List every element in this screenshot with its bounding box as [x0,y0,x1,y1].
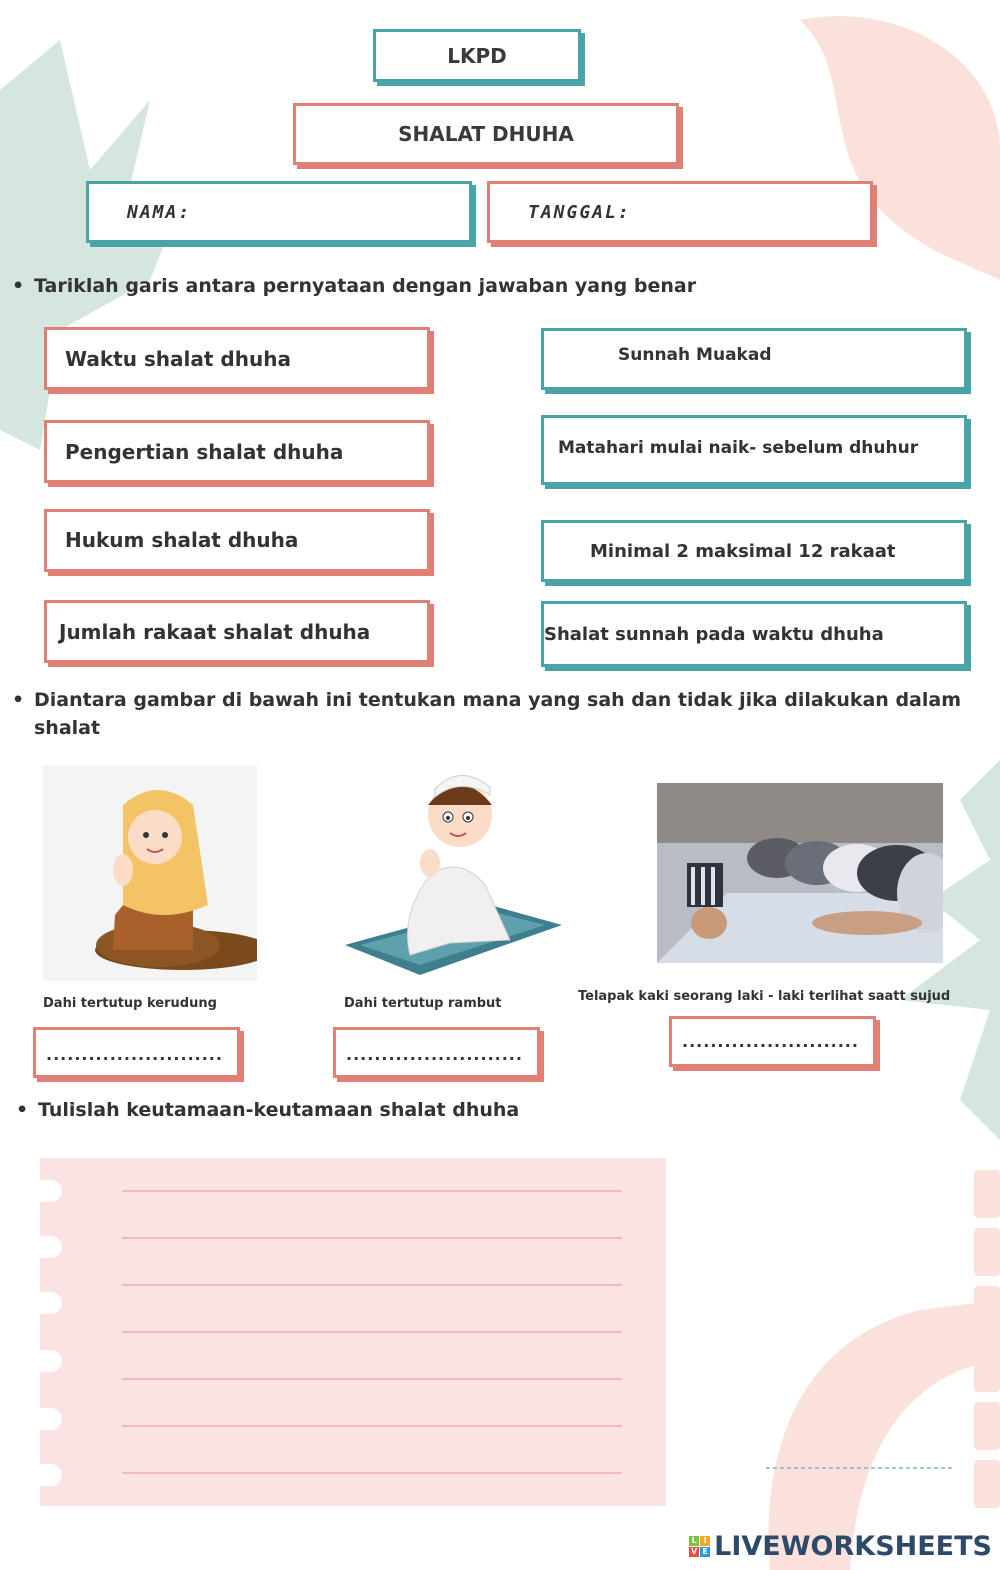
answer-input-1[interactable] [33,1027,240,1078]
name-field[interactable] [86,181,472,243]
answer-dots: ......................... [682,1032,859,1051]
edge-tab [974,1170,1000,1218]
notes-writing-area[interactable] [40,1158,666,1506]
edge-tab [974,1228,1000,1276]
answer-input-3[interactable] [669,1016,876,1067]
answer-label: Shalat sunnah pada waktu dhuha [544,623,884,645]
question-label: Waktu shalat dhuha [65,346,291,371]
edge-tab [974,1402,1000,1450]
bullet-dot: • [12,275,25,297]
paper-hole [28,1350,62,1372]
notes-line [122,1425,622,1427]
answer-label: Sunnah Muakad [618,345,772,365]
edge-tab [974,1460,1000,1508]
liveworksheets-logo [689,1531,992,1562]
answer-box-minimal[interactable] [541,520,967,582]
notes-line [122,1378,622,1380]
question-box-hukum[interactable] [44,509,430,572]
date-label: TANGGAL: [528,201,631,223]
question-label: Hukum shalat dhuha [65,528,299,552]
pink-arc-bottom-decoration [769,1300,1000,1570]
question-box-pengertian[interactable] [44,420,430,483]
sujud-photo-image [657,783,943,963]
notes-line [122,1331,622,1333]
bullet-dot: • [16,1099,29,1121]
answer-dots: ......................... [46,1045,223,1064]
instruction-pictures-text: Diantara gambar di bawah ini tentukan mana yang sah dan tidak jika dilakukan dalam shalat [34,689,961,739]
notes-line [122,1472,622,1474]
subtitle-box [293,103,679,165]
page-title: LKPD [447,43,507,68]
question-box-jumlah[interactable] [44,600,430,663]
page-subtitle: SHALAT DHUHA [398,122,574,146]
instruction-matching [12,272,974,300]
answer-input-2[interactable] [333,1027,540,1078]
title-box [373,29,581,82]
girl-praying-image [43,765,257,981]
edge-tab [974,1344,1000,1392]
question-label: Pengertian shalat dhuha [65,439,344,464]
logo-mark-icon: L I V E [689,1536,710,1557]
caption-kerudung: Dahi tertutup kerudung [43,996,217,1011]
instruction-pictures [12,686,984,742]
answer-label: Minimal 2 maksimal 12 rakaat [590,540,896,562]
answer-box-sunnah[interactable] [541,328,967,390]
paper-hole [28,1292,62,1314]
question-label: Jumlah rakaat shalat dhuha [59,619,371,644]
answer-label: Matahari mulai naik- sebelum dhuhur [558,438,919,458]
answer-box-matahari[interactable] [541,415,967,485]
notes-line [122,1284,622,1286]
notes-line [122,1190,622,1192]
date-field[interactable] [487,181,873,243]
instruction-keutamaan [16,1096,938,1124]
edge-tab [974,1286,1000,1334]
answer-dots: ......................... [346,1045,523,1064]
paper-hole [28,1180,62,1202]
boy-praying-image [340,765,565,980]
instruction-matching-text: Tariklah garis antara pernyataan dengan jawaban yang benar [34,275,697,297]
name-label: NAMA: [127,201,192,223]
caption-rambut: Dahi tertutup rambut [344,996,502,1011]
notes-line [122,1237,622,1239]
logo-text: LIVEWORKSHEETS [714,1531,992,1562]
caption-telapak: Telapak kaki seorang laki - laki terlihat saatt sujud [578,989,951,1004]
answer-box-shalat[interactable] [541,601,967,667]
instruction-keutamaan-text: Tulislah keutamaan-keutamaan shalat dhuha [38,1099,520,1121]
paper-hole [28,1464,62,1486]
paper-hole [28,1408,62,1430]
bullet-dot: • [12,689,25,711]
paper-hole [28,1236,62,1258]
question-box-waktu[interactable] [44,327,430,390]
